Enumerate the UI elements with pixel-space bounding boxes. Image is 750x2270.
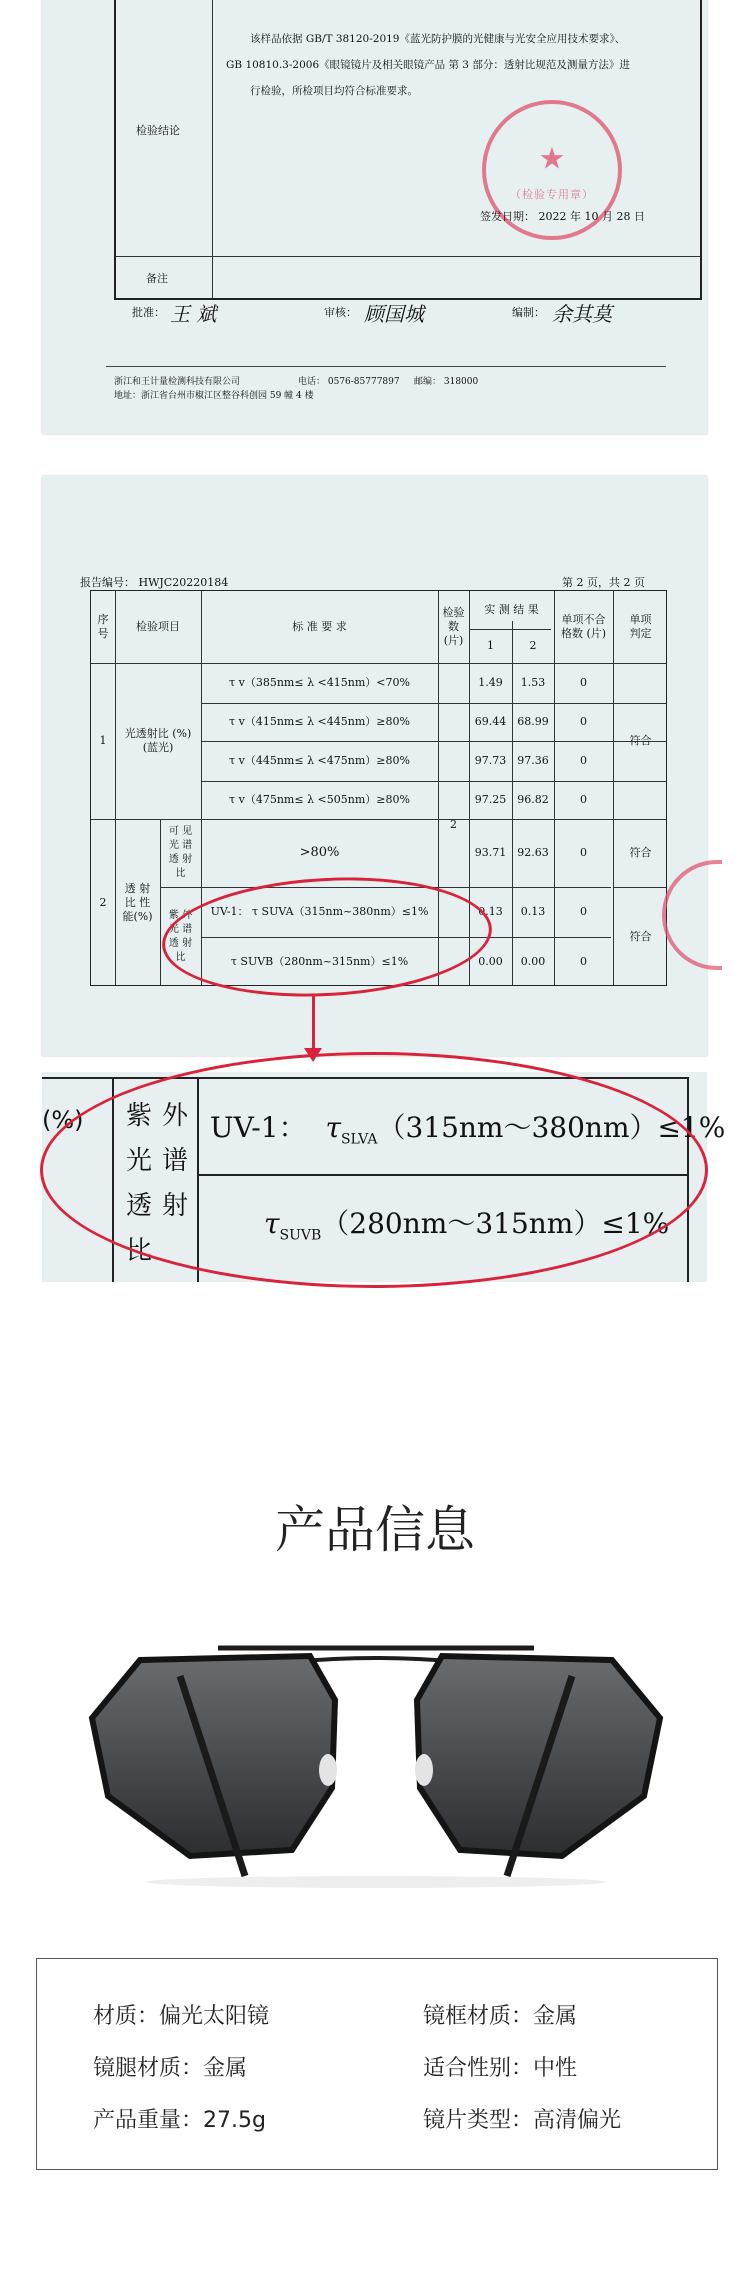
uva-standard: UV-1： τ SUVA（315nm~380nm）≤1% bbox=[210, 905, 429, 918]
sunglasses-image bbox=[70, 1620, 682, 1890]
issue-date: 签发日期： 2022 年 10 月 28 日 bbox=[480, 210, 645, 223]
company-name: 浙江和王计量检测科技有限公司 bbox=[114, 377, 241, 387]
header-judge: 单项判定 bbox=[629, 613, 652, 640]
row1-result-1: 97.25 bbox=[474, 793, 507, 806]
uvb-result-2: 0.00 bbox=[520, 955, 546, 968]
row1-standard: τ v（415nm≤ λ <445nm）≥80% bbox=[229, 715, 410, 728]
company-address: 地址：浙江省台州市椒江区整谷科创园 59 幢 4 楼 bbox=[114, 391, 314, 401]
row1-result-1: 1.49 bbox=[478, 676, 503, 689]
visible-result-1: 93.71 bbox=[474, 846, 507, 859]
conclusion-label: 检验结论 bbox=[136, 124, 180, 137]
uva-subscript: SLVA bbox=[340, 1131, 378, 1148]
header-result-2: 2 bbox=[529, 639, 537, 652]
uv-label: 紫 外 光 谱 透 射 比 bbox=[168, 910, 193, 963]
tau-symbol: τ bbox=[264, 1207, 280, 1240]
stamp-text: （检验专用章） bbox=[510, 188, 594, 201]
visible-standard: >80% bbox=[299, 845, 340, 860]
uv-char: 光 bbox=[126, 1146, 153, 1176]
uva-range: （315nm～380nm）≤1% bbox=[377, 1111, 726, 1144]
uvb-range: （280nm～315nm）≤1% bbox=[321, 1207, 670, 1240]
uv-judge: 符合 bbox=[629, 930, 652, 943]
approve-label: 批准： bbox=[132, 306, 165, 319]
row1-result-2: 97.36 bbox=[517, 754, 549, 767]
zoom-highlight-ellipse bbox=[40, 1052, 708, 1288]
row1-fail: 0 bbox=[580, 676, 587, 689]
header-item: 检验项目 bbox=[136, 620, 180, 633]
row1-result-2: 96.82 bbox=[517, 793, 549, 806]
report-page-2 bbox=[42, 476, 707, 1056]
visible-fail: 0 bbox=[580, 846, 587, 859]
header-result: 实 测 结 果 bbox=[484, 603, 539, 616]
uv-char: 比 bbox=[126, 1236, 153, 1266]
approve-signature: 王 斌 bbox=[170, 302, 217, 326]
review-signature: 顾国城 bbox=[364, 302, 424, 326]
spec-temple-material: 镜腿材质：金属 bbox=[93, 2056, 248, 2081]
page-info: 第 2 页，共 2 页 bbox=[562, 576, 645, 589]
report-page-1 bbox=[42, 0, 707, 434]
header-result-1: 1 bbox=[487, 639, 494, 652]
spec-lens-type: 镜片类型：高清偏光 bbox=[423, 2108, 622, 2133]
sample-count: 2 bbox=[450, 818, 457, 831]
uv-char: 射 bbox=[162, 1191, 189, 1221]
spec-material: 材质：偏光太阳镜 bbox=[93, 2004, 270, 2029]
spec-gender: 适合性别：中性 bbox=[423, 2056, 578, 2081]
footer-divider bbox=[106, 366, 666, 367]
spec-frame-material: 镜框材质：金属 bbox=[423, 2004, 578, 2029]
uv-char: 紫 bbox=[126, 1101, 153, 1131]
conclusion-line: GB 10810.3-2006《眼镜镜片及相关眼镜产品 第 3 部分：透射比规范及测量方法》进 bbox=[226, 59, 630, 71]
compile-signature: 余其莫 bbox=[552, 302, 612, 326]
row1-result-2: 68.99 bbox=[517, 715, 549, 728]
conclusion-line: 行检验，所检项目均符合标准要求。 bbox=[250, 85, 418, 97]
header-standard: 标 准 要 求 bbox=[292, 620, 347, 633]
row1-seq: 1 bbox=[99, 734, 107, 747]
star-icon: ★ bbox=[538, 141, 566, 177]
uva-result-1: 0.13 bbox=[478, 905, 503, 918]
product-title: 产品信息 bbox=[275, 1501, 475, 1559]
uvb-subscript: SUVB bbox=[279, 1227, 322, 1244]
compile-label: 编制： bbox=[512, 306, 545, 319]
tau-symbol: τ bbox=[325, 1111, 341, 1144]
table-divider bbox=[212, 0, 213, 298]
row1-result-1: 69.44 bbox=[474, 715, 507, 728]
percent-fragment: (%) bbox=[42, 1106, 84, 1134]
row1-item: 光透射比 (%) (蓝光) bbox=[124, 727, 192, 754]
conclusion-text bbox=[226, 26, 696, 104]
header-count: 检验数 (片) bbox=[442, 606, 465, 647]
remark-label: 备注 bbox=[146, 272, 168, 285]
row1-result-2: 1.53 bbox=[520, 676, 546, 689]
stamp-fragment bbox=[662, 860, 722, 970]
uvb-fail: 0 bbox=[580, 955, 587, 968]
row2-item: 透 射 比 性 能(%) bbox=[122, 882, 153, 923]
header-fail-count: 单项不合格数 (片) bbox=[560, 613, 607, 640]
product-specs-box bbox=[36, 1958, 718, 2170]
row1-fail: 0 bbox=[580, 754, 587, 767]
uv-char: 外 bbox=[162, 1101, 189, 1131]
uva-fail: 0 bbox=[580, 905, 587, 918]
company-postcode: 邮编： 318000 bbox=[414, 377, 479, 387]
row1-result-1: 97.73 bbox=[474, 754, 507, 767]
row1-standard: τ v（445nm≤ λ <475nm）≥80% bbox=[229, 754, 410, 767]
uva-prefix: UV-1： bbox=[210, 1111, 307, 1144]
row1-fail: 0 bbox=[580, 793, 587, 806]
uva-result-2: 0.13 bbox=[520, 905, 546, 918]
conclusion-line: 该样品依据 GB/T 38120-2019《蓝光防护膜的光健康与光安全应用技术要求》、 bbox=[250, 33, 626, 45]
row1-judge: 符合 bbox=[629, 734, 652, 747]
visible-judge: 符合 bbox=[629, 846, 652, 859]
header-seq: 序号 bbox=[97, 613, 109, 640]
uv-char: 谱 bbox=[162, 1146, 189, 1176]
visible-label: 可 见 光 谱 透 射 比 bbox=[168, 826, 193, 879]
row1-standard: τ v（475nm≤ λ <505nm）≥80% bbox=[229, 793, 410, 806]
report-number: 报告编号： HWJC20220184 bbox=[80, 576, 229, 589]
uvb-standard: τ SUVB（280nm~315nm）≤1% bbox=[230, 955, 409, 968]
review-label: 审核： bbox=[324, 306, 357, 319]
row2-seq: 2 bbox=[99, 896, 107, 909]
uv-char: 透 bbox=[126, 1191, 153, 1221]
spec-weight: 产品重量：27.5g bbox=[93, 2108, 266, 2133]
table-divider bbox=[116, 256, 700, 257]
uvb-result-1: 0.00 bbox=[478, 955, 503, 968]
row1-fail: 0 bbox=[580, 715, 587, 728]
arrow-icon bbox=[312, 994, 315, 1054]
company-phone: 电话： 0576-85777897 bbox=[298, 377, 400, 387]
visible-result-2: 92.63 bbox=[517, 846, 549, 859]
row1-standard: τ v（385nm≤ λ <415nm）<70% bbox=[229, 676, 410, 689]
